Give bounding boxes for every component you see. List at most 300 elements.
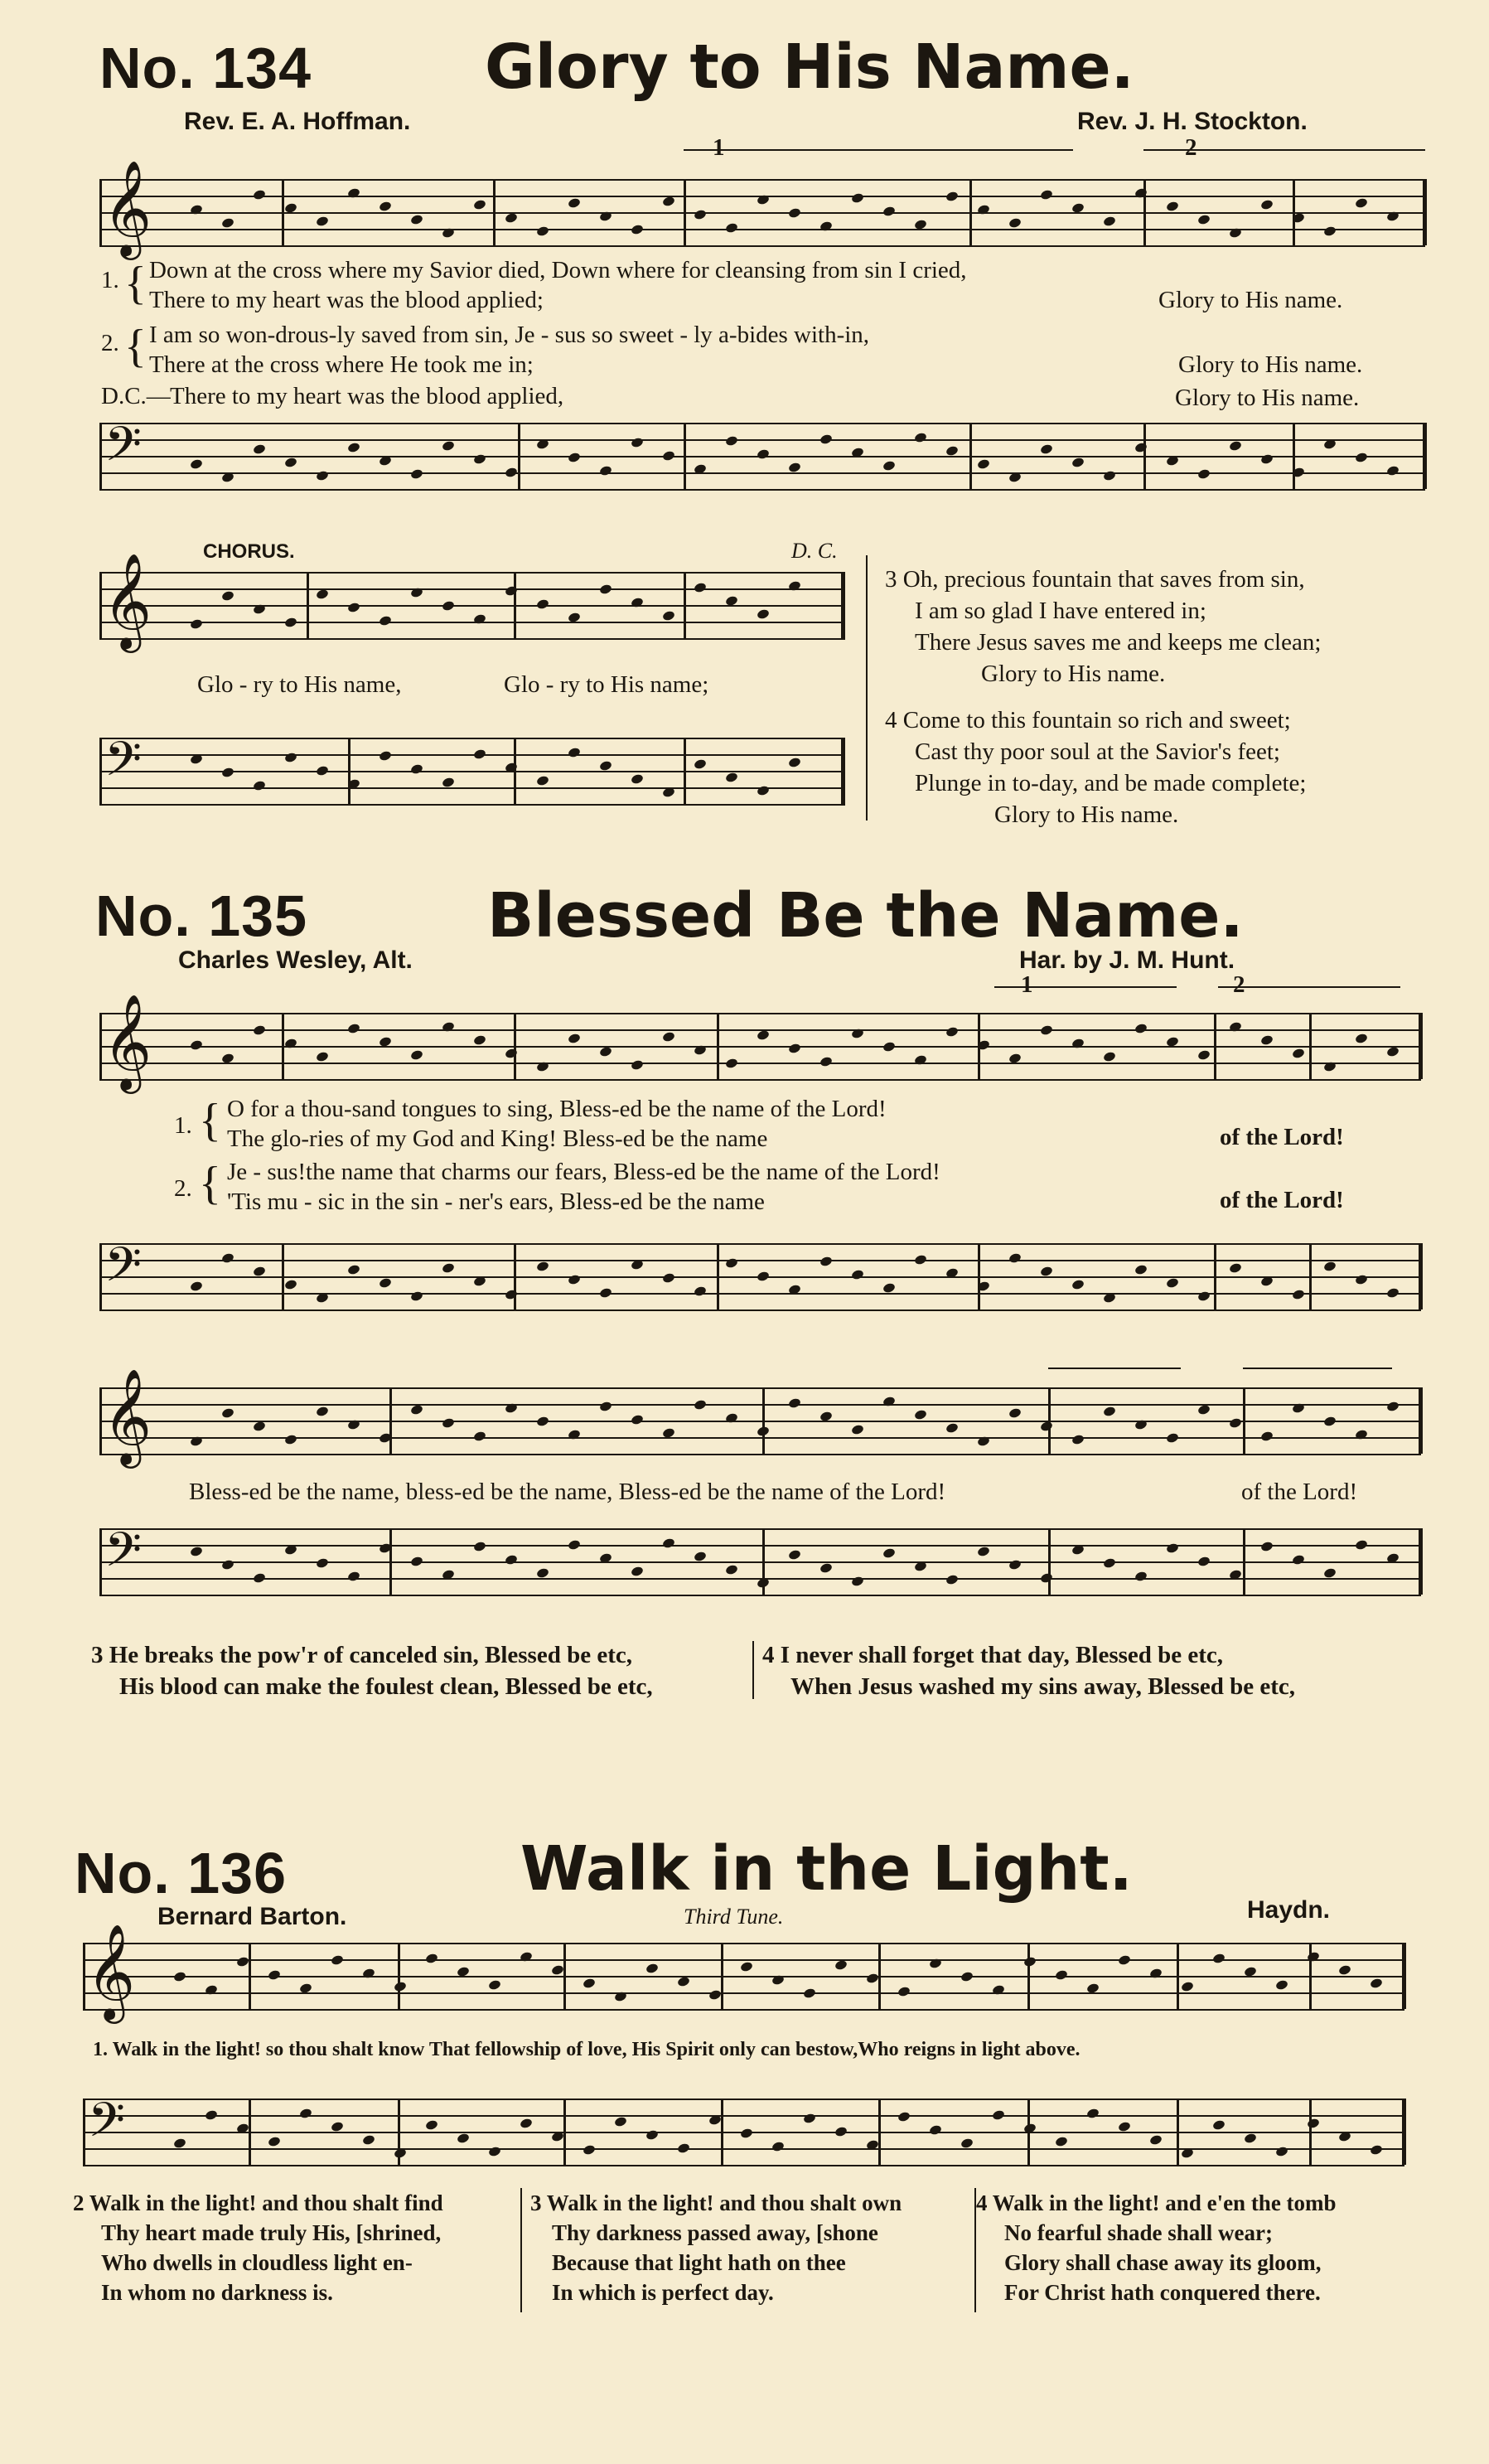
note-head-icon: [442, 440, 456, 452]
note-head-icon: [284, 1279, 298, 1290]
bass-clef-icon: 𝄢: [104, 1522, 143, 1590]
treble-clef-icon: 𝄞: [86, 1923, 136, 2020]
note-head-icon: [379, 201, 393, 212]
note-head-icon: [740, 1961, 754, 1973]
stanza-line: In which is perfect day.: [552, 2280, 774, 2305]
note-head-icon: [662, 1272, 676, 1284]
stanza: [976, 2188, 1337, 2307]
note-head-icon: [662, 1031, 676, 1043]
note-head-icon: [788, 462, 802, 473]
stanza-line: 4 Come to this fountain so rich and sweet;: [885, 707, 1291, 733]
note-head-icon: [410, 1049, 424, 1061]
note-head-icon: [819, 220, 834, 232]
note-head-icon: [221, 767, 235, 778]
column-divider: [752, 1641, 754, 1699]
note-head-icon: [694, 582, 708, 593]
note-head-icon: [1118, 2121, 1132, 2132]
note-head-icon: [662, 1537, 676, 1549]
stanza-line: No fearful shade shall wear;: [1004, 2220, 1273, 2245]
note-head-icon: [236, 1956, 250, 1968]
verse-line: I am so won-drous-ly saved from sin, Je - sus so sweet - ly a-bides with-in,: [149, 322, 870, 348]
dc-label: D.C.—: [101, 383, 171, 409]
treble-staff: [83, 1923, 1404, 2020]
note-head-icon: [897, 2111, 911, 2123]
note-head-icon: [173, 1971, 187, 1982]
note-head-icon: [1118, 1954, 1132, 1966]
note-head-icon: [1103, 1051, 1117, 1063]
note-head-icon: [1149, 2134, 1163, 2146]
note-head-icon: [662, 196, 676, 207]
note-head-icon: [505, 212, 519, 224]
stanza-line: 4 I never shall forget that day, Blessed be etc,: [762, 1642, 1224, 1668]
ending-label: 1: [1021, 971, 1033, 998]
note-head-icon: [1355, 1033, 1369, 1044]
note-head-icon: [253, 443, 267, 455]
note-head-icon: [882, 206, 897, 217]
note-head-icon: [788, 580, 802, 592]
note-head-icon: [347, 1264, 361, 1276]
note-head-icon: [662, 450, 676, 462]
treble-staff: [99, 159, 1425, 256]
hymn-title: Glory to His Name.: [485, 31, 1134, 103]
note-head-icon: [379, 750, 393, 762]
treble-clef-icon: 𝄞: [103, 159, 152, 256]
note-head-icon: [190, 618, 204, 630]
note-head-icon: [1103, 1557, 1117, 1569]
note-head-icon: [631, 1059, 645, 1071]
note-head-icon: [694, 758, 708, 770]
note-head-icon: [253, 1572, 267, 1584]
note-head-icon: [173, 2137, 187, 2149]
stanza-line: 4 Walk in the light! and e'en the tomb: [976, 2190, 1337, 2215]
note-head-icon: [520, 1951, 534, 1963]
note-head-icon: [757, 448, 771, 460]
note-head-icon: [1212, 2119, 1226, 2131]
note-head-icon: [473, 199, 487, 211]
note-head-icon: [505, 1554, 519, 1566]
verse-refrain: Glory to His name.: [1158, 287, 1343, 313]
note-head-icon: [992, 2109, 1006, 2121]
note-head-icon: [1134, 1023, 1148, 1034]
note-head-icon: [190, 1546, 204, 1557]
note-head-icon: [473, 613, 487, 625]
note-head-icon: [488, 1979, 502, 1991]
stanza-line: For Christ hath conquered there.: [1004, 2280, 1321, 2305]
note-head-icon: [725, 222, 739, 234]
note-head-icon: [677, 2142, 691, 2154]
chorus-treble-staff: [99, 552, 845, 649]
note-head-icon: [992, 1984, 1006, 1996]
note-head-icon: [347, 1023, 361, 1034]
note-head-icon: [819, 1056, 834, 1067]
note-head-icon: [960, 1971, 974, 1982]
treble-clef-icon: 𝄞: [103, 552, 152, 649]
dc-refrain: Glory to His name.: [1175, 385, 1360, 411]
stanza: [73, 2188, 443, 2307]
note-head-icon: [1355, 452, 1369, 463]
note-head-icon: [568, 747, 582, 758]
note-head-icon: [410, 763, 424, 775]
note-head-icon: [536, 225, 550, 237]
note-head-icon: [757, 608, 771, 620]
treble-staff: [99, 993, 1421, 1090]
note-head-icon: [190, 458, 204, 470]
note-head-icon: [866, 1973, 880, 1984]
note-head-icon: [945, 1422, 960, 1434]
note-head-icon: [788, 1397, 802, 1409]
note-head-icon: [945, 191, 960, 202]
note-head-icon: [1355, 1429, 1369, 1440]
verse-refrain: of the Lord!: [1220, 1124, 1344, 1150]
note-head-icon: [1055, 1969, 1069, 1981]
note-head-icon: [725, 772, 739, 783]
note-head-icon: [347, 1571, 361, 1582]
note-head-icon: [347, 602, 361, 613]
note-head-icon: [299, 2108, 313, 2119]
note-head-icon: [725, 1058, 739, 1069]
note-head-icon: [788, 1549, 802, 1561]
note-head-icon: [1071, 1038, 1085, 1049]
note-head-icon: [442, 1417, 456, 1429]
verse-line: Je - sus!the name that charms our fears, Bless-ed be the name of the Lord!: [227, 1159, 940, 1185]
note-head-icon: [316, 1051, 330, 1063]
hymn-composer: Haydn.: [1247, 1896, 1331, 1924]
note-head-icon: [1292, 1289, 1306, 1300]
note-head-icon: [520, 2118, 534, 2129]
note-head-icon: [645, 1963, 660, 1974]
note-head-icon: [1292, 1048, 1306, 1059]
verse-line: 1. Walk in the light! so thou shalt know That fellowship of love, His Spirit only can bestow,Who reigns in light above.: [93, 2039, 1080, 2060]
note-head-icon: [583, 1977, 597, 1989]
note-head-icon: [599, 1046, 613, 1058]
refrain-bass-staff: [99, 1520, 1421, 1600]
chorus-lyric: Glo - ry to His name,: [197, 671, 402, 698]
note-head-icon: [442, 600, 456, 612]
hymn-author: Charles Wesley, Alt.: [178, 946, 413, 974]
note-head-icon: [410, 1556, 424, 1567]
note-head-icon: [708, 1989, 723, 2001]
note-head-icon: [316, 1557, 330, 1569]
hymn-title: Blessed Be the Name.: [487, 880, 1244, 951]
note-head-icon: [757, 1029, 771, 1041]
tune-label: Third Tune.: [684, 1905, 784, 1929]
note-head-icon: [819, 1256, 834, 1267]
note-head-icon: [1260, 1034, 1274, 1046]
note-head-icon: [694, 209, 708, 220]
stanza-line: Thy darkness passed away, [shone: [552, 2220, 878, 2245]
note-head-icon: [253, 1024, 267, 1036]
note-head-icon: [1323, 1416, 1337, 1427]
note-head-icon: [284, 457, 298, 468]
note-head-icon: [599, 1287, 613, 1299]
note-head-icon: [851, 1424, 865, 1435]
note-head-icon: [631, 597, 645, 608]
stanza: [885, 704, 1306, 830]
refrain-ending: of the Lord!: [1241, 1479, 1358, 1505]
hymn-title: Walk in the Light.: [520, 1833, 1133, 1905]
note-head-icon: [253, 780, 267, 791]
note-head-icon: [442, 1262, 456, 1274]
note-head-icon: [897, 1986, 911, 1997]
note-head-icon: [882, 1041, 897, 1053]
hymn-author: Bernard Barton.: [157, 1903, 347, 1930]
note-head-icon: [819, 433, 834, 445]
note-head-icon: [568, 452, 582, 463]
note-head-icon: [631, 1566, 645, 1577]
note-head-icon: [977, 1546, 991, 1557]
note-head-icon: [599, 1401, 613, 1412]
note-head-icon: [1197, 214, 1211, 225]
note-head-icon: [457, 2132, 471, 2144]
note-head-icon: [725, 435, 739, 447]
note-head-icon: [1386, 1401, 1400, 1412]
bass-clef-icon: 𝄢: [88, 2092, 126, 2160]
note-head-icon: [914, 432, 928, 443]
note-head-icon: [1071, 1434, 1085, 1445]
chorus-bass-staff: [99, 729, 845, 809]
note-head-icon: [410, 214, 424, 225]
note-head-icon: [694, 1551, 708, 1562]
note-head-icon: [253, 1421, 267, 1432]
treble-clef-icon: 𝄞: [103, 1368, 152, 1464]
note-head-icon: [442, 1021, 456, 1033]
note-head-icon: [740, 2128, 754, 2139]
column-divider: [866, 555, 868, 821]
note-head-icon: [662, 610, 676, 622]
note-head-icon: [1181, 1981, 1195, 1992]
note-head-icon: [882, 460, 897, 472]
note-head-icon: [253, 189, 267, 201]
note-head-icon: [1229, 1417, 1243, 1429]
note-head-icon: [473, 1034, 487, 1046]
verse-number: 1.: [174, 1112, 192, 1139]
treble-clef-icon: 𝄞: [103, 993, 152, 1090]
note-head-icon: [410, 468, 424, 480]
note-head-icon: [205, 2109, 219, 2121]
note-head-icon: [1103, 215, 1117, 227]
note-head-icon: [568, 1033, 582, 1044]
note-head-icon: [536, 775, 550, 787]
verse-brace: {: [199, 1158, 221, 1209]
note-head-icon: [221, 1407, 235, 1419]
note-head-icon: [1197, 1556, 1211, 1567]
note-head-icon: [1134, 442, 1148, 453]
note-head-icon: [316, 215, 330, 227]
stanza-line: Who dwells in cloudless light en-: [101, 2250, 413, 2275]
stanza-line: 3 Oh, precious fountain that saves from sin,: [885, 566, 1305, 593]
note-head-icon: [505, 585, 519, 597]
note-head-icon: [803, 1987, 817, 1999]
stanza: [530, 2188, 902, 2307]
note-head-icon: [1040, 443, 1054, 455]
note-head-icon: [394, 1981, 408, 1992]
note-head-icon: [221, 590, 235, 602]
note-head-icon: [536, 1261, 550, 1272]
stanza-line: Because that light hath on thee: [552, 2250, 846, 2275]
note-head-icon: [268, 1969, 282, 1981]
note-head-icon: [1134, 1264, 1148, 1276]
note-head-icon: [914, 1254, 928, 1266]
ending-bracket: [1048, 1368, 1181, 1369]
stanza-line: There Jesus saves me and keeps me clean;: [915, 629, 1322, 656]
verse-number: 2.: [101, 330, 119, 356]
stanza: [91, 1639, 653, 1702]
refrain-treble-staff: [99, 1368, 1421, 1464]
note-head-icon: [190, 1039, 204, 1051]
note-head-icon: [1355, 197, 1369, 209]
note-head-icon: [945, 1026, 960, 1038]
stanza-line: Thy heart made truly His, [shrined,: [101, 2220, 442, 2245]
note-head-icon: [425, 2119, 439, 2131]
note-head-icon: [599, 583, 613, 595]
verse-line: The glo-ries of my God and King! Bless-ed be the name: [227, 1126, 768, 1152]
note-head-icon: [757, 1426, 771, 1437]
verse-brace: {: [199, 1095, 221, 1146]
stanza-line: In whom no darkness is.: [101, 2280, 333, 2305]
note-head-icon: [614, 2116, 628, 2128]
note-head-icon: [1134, 187, 1148, 199]
note-head-icon: [1229, 440, 1243, 452]
stanza-line: 3 Walk in the light! and thou shalt own: [530, 2190, 902, 2215]
note-head-icon: [677, 1976, 691, 1987]
note-head-icon: [1260, 199, 1274, 211]
verse-refrain: Glory to His name.: [1178, 351, 1363, 378]
note-head-icon: [1370, 2144, 1384, 2156]
bass-staff: [83, 2090, 1404, 2170]
note-head-icon: [1386, 465, 1400, 477]
note-head-icon: [1008, 217, 1022, 229]
note-head-icon: [425, 1953, 439, 1964]
note-head-icon: [851, 192, 865, 204]
note-head-icon: [316, 1406, 330, 1417]
note-head-icon: [1355, 1539, 1369, 1551]
note-head-icon: [379, 615, 393, 627]
note-head-icon: [694, 1285, 708, 1297]
note-head-icon: [757, 1271, 771, 1282]
note-head-icon: [725, 1564, 739, 1576]
note-head-icon: [316, 588, 330, 600]
chorus-label: CHORUS.: [203, 540, 295, 563]
dc-mark: D. C.: [791, 539, 838, 563]
note-head-icon: [788, 757, 802, 768]
ending-bracket: [684, 149, 1073, 151]
note-head-icon: [1386, 1287, 1400, 1299]
note-head-icon: [599, 465, 613, 477]
note-head-icon: [253, 1266, 267, 1277]
note-head-icon: [1212, 1953, 1226, 1964]
note-head-icon: [1292, 1554, 1306, 1566]
note-head-icon: [788, 1043, 802, 1054]
note-head-icon: [788, 207, 802, 219]
stanza-line: His blood can make the foulest clean, Blessed be etc,: [119, 1673, 653, 1700]
note-head-icon: [945, 1574, 960, 1585]
note-head-icon: [914, 1409, 928, 1421]
note-head-icon: [882, 1396, 897, 1407]
dc-line: There to my heart was the blood applied,: [170, 383, 564, 409]
note-head-icon: [1370, 1977, 1384, 1989]
stanza-line: Glory to His name.: [981, 661, 1166, 687]
stanza-line: I am so glad I have entered in;: [915, 598, 1206, 624]
note-head-icon: [379, 1277, 393, 1289]
note-head-icon: [205, 1984, 219, 1996]
note-head-icon: [1071, 1279, 1085, 1290]
note-head-icon: [1260, 1430, 1274, 1442]
note-head-icon: [362, 1968, 376, 1979]
bass-staff: [99, 414, 1425, 494]
ending-bracket: [1243, 1368, 1392, 1369]
verse-number: 1.: [101, 267, 119, 293]
note-head-icon: [1040, 189, 1054, 201]
note-head-icon: [347, 442, 361, 453]
refrain-lyric: Bless-ed be the name, bless-ed be the name, Bless-ed be the name of the Lord!: [189, 1479, 946, 1505]
verse-line: There at the cross where He took me in;: [149, 351, 534, 378]
bass-clef-icon: 𝄢: [104, 416, 143, 484]
note-head-icon: [347, 187, 361, 199]
note-head-icon: [284, 1038, 298, 1049]
note-head-icon: [536, 598, 550, 610]
note-head-icon: [1103, 1406, 1117, 1417]
note-head-icon: [551, 1964, 565, 1976]
note-head-icon: [977, 204, 991, 215]
note-head-icon: [945, 445, 960, 457]
note-head-icon: [568, 197, 582, 209]
column-divider: [520, 2188, 522, 2312]
note-head-icon: [473, 1541, 487, 1552]
ending-label: 2: [1233, 971, 1245, 998]
bass-clef-icon: 𝄢: [104, 731, 143, 799]
note-head-icon: [599, 760, 613, 772]
note-head-icon: [473, 1430, 487, 1442]
note-head-icon: [631, 1414, 645, 1426]
note-head-icon: [819, 1562, 834, 1574]
note-head-icon: [1166, 201, 1180, 212]
note-head-icon: [834, 1959, 848, 1971]
stanza-line: Plunge in to-day, and be made complete;: [915, 770, 1307, 796]
note-head-icon: [1071, 457, 1085, 468]
verse-line: O for a thou-sand tongues to sing, Bless-ed be the name of the Lord!: [227, 1096, 887, 1122]
note-head-icon: [1197, 1049, 1211, 1061]
note-head-icon: [631, 773, 645, 785]
verse-number: 2.: [174, 1175, 192, 1202]
note-head-icon: [914, 1054, 928, 1066]
note-head-icon: [284, 617, 298, 628]
ending-bracket: [1218, 986, 1400, 988]
verse-line: 'Tis mu - sic in the sin - ner's ears, Bless-ed be the name: [227, 1188, 765, 1215]
note-head-icon: [362, 2134, 376, 2146]
note-head-icon: [536, 1567, 550, 1579]
note-head-icon: [1040, 1024, 1054, 1036]
note-head-icon: [268, 2136, 282, 2147]
note-head-icon: [929, 2124, 943, 2136]
note-head-icon: [1149, 1968, 1163, 1979]
note-head-icon: [1323, 225, 1337, 237]
note-head-icon: [442, 777, 456, 788]
note-head-icon: [882, 1547, 897, 1559]
note-head-icon: [1040, 1266, 1054, 1277]
hymn-number: No. 135: [95, 883, 307, 948]
note-head-icon: [316, 765, 330, 777]
note-head-icon: [473, 748, 487, 760]
note-head-icon: [1055, 2136, 1069, 2147]
verse-refrain: of the Lord!: [1220, 1187, 1344, 1213]
note-head-icon: [1023, 1956, 1037, 1968]
ending-label: 2: [1185, 134, 1197, 161]
note-head-icon: [505, 1048, 519, 1059]
note-head-icon: [568, 1429, 582, 1440]
note-head-icon: [536, 1416, 550, 1427]
stanza-line: 2 Walk in the light! and thou shalt find: [73, 2190, 443, 2215]
note-head-icon: [631, 224, 645, 235]
